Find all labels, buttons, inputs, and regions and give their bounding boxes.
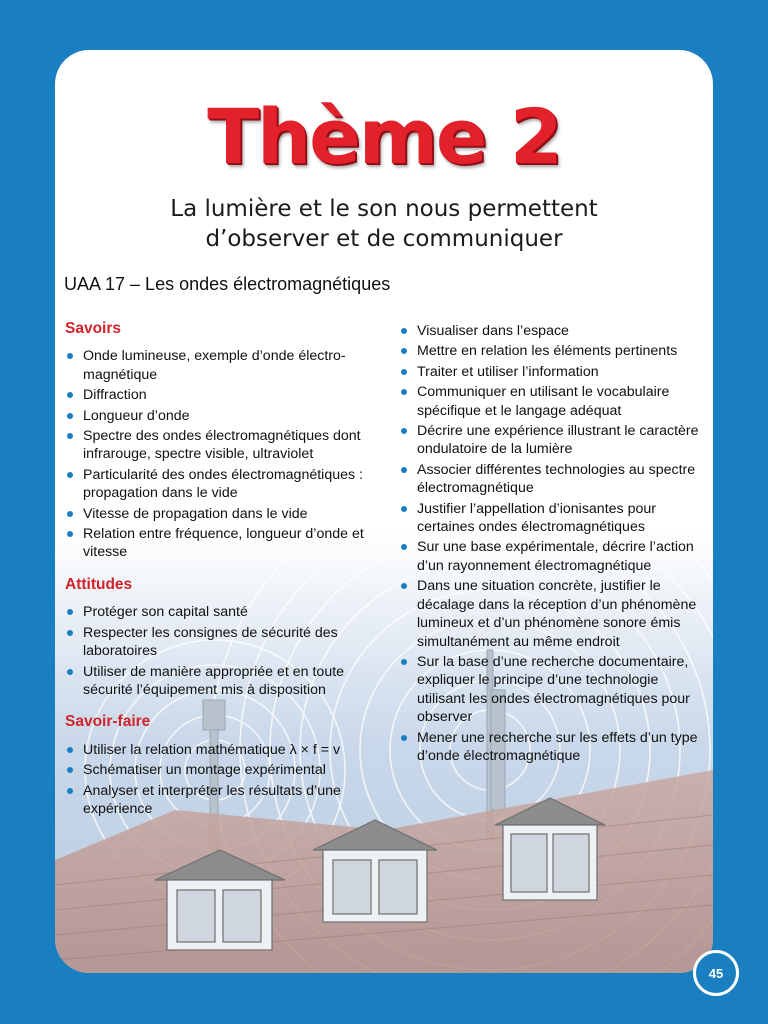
uaa-heading: UAA 17 – Les ondes électromagnétiques (64, 274, 391, 294)
list-item: Mettre en relation les éléments pertinents (399, 342, 699, 360)
attitudes-section (65, 576, 370, 699)
right-column (399, 322, 699, 767)
list-item: Vitesse de propagation dans le vide (65, 505, 370, 523)
subtitle-line-1: La lumière et le son nous permettent (170, 196, 598, 222)
list-item: Mener une recherche sur les effets d’un type d’onde électromagnétique (399, 729, 699, 766)
page-card (55, 50, 713, 973)
savoirs-list (65, 347, 370, 561)
list-item: Respecter les consignes de sécurité des laboratoires (65, 624, 370, 661)
section-title-savoir-faire: Savoir-faire (65, 713, 151, 731)
list-item: Analyser et interpréter les résultats d’une expérience (65, 782, 370, 819)
list-item: Protéger son capital santé (65, 603, 370, 621)
list-item: Relation entre fréquence, longueur d’onde et vitesse (65, 525, 370, 562)
attitudes-list (65, 603, 370, 699)
list-item: Utiliser de manière appropriée et en toute sécurité l’équipement mis à disposition (65, 663, 370, 700)
savoirs-section (65, 320, 370, 562)
list-item: Longueur d’onde (65, 407, 370, 425)
list-item: Sur une base expérimentale, décrire l’action d’un rayonnement électromagnétique (399, 538, 699, 575)
list-item: Visualiser dans l’espace (399, 322, 699, 340)
list-item: Diffraction (65, 386, 370, 404)
section-title-savoirs: Savoirs (65, 320, 122, 337)
savoir-faire-list-continued (399, 322, 699, 765)
savoir-faire-section (65, 713, 370, 818)
list-item: Associer différentes technologies au spectre électromagnétique (399, 461, 699, 498)
list-item: Utiliser la relation mathématique λ × f = v (65, 741, 370, 759)
list-item: Justifier l’appellation d’ionisantes pour certaines ondes électromagnétiques (399, 500, 699, 537)
list-item: Sur la base d’une recherche documentaire, expliquer le principe d’une technologie utilisant les ondes électromagnétiques pour observer (399, 653, 699, 727)
list-item: Traiter et utiliser l’information (399, 363, 699, 381)
list-item: Spectre des ondes électromagnétiques dont infrarouge, spectre visible, ultraviolet (65, 427, 370, 464)
list-item: Onde lumineuse, exemple d’onde électro-magnétique (65, 347, 370, 384)
list-item: Particularité des ondes électromagnétiques : propagation dans le vide (65, 466, 370, 503)
page-subtitle (55, 194, 713, 254)
list-item: Décrire une expérience illustrant le caractère ondulatoire de la lumière (399, 422, 699, 459)
list-item: Communiquer en utilisant le vocabulaire spécifique et le langage adéquat (399, 383, 699, 420)
left-column (65, 320, 370, 820)
list-item: Schématiser un montage expérimental (65, 761, 370, 779)
section-title-attitudes: Attitudes (65, 575, 133, 593)
savoir-faire-list (65, 741, 370, 819)
subtitle-line-2: d’observer et de communiquer (205, 226, 563, 252)
page-title: Thème 2 (207, 92, 561, 181)
list-item: Dans une situation concrète, justifier le décalage dans la réception d’un phénomène lumineux et d’un phénomène sonore émis simultanément au même endroit (399, 577, 699, 651)
page-number-badge: 45 (693, 950, 739, 996)
